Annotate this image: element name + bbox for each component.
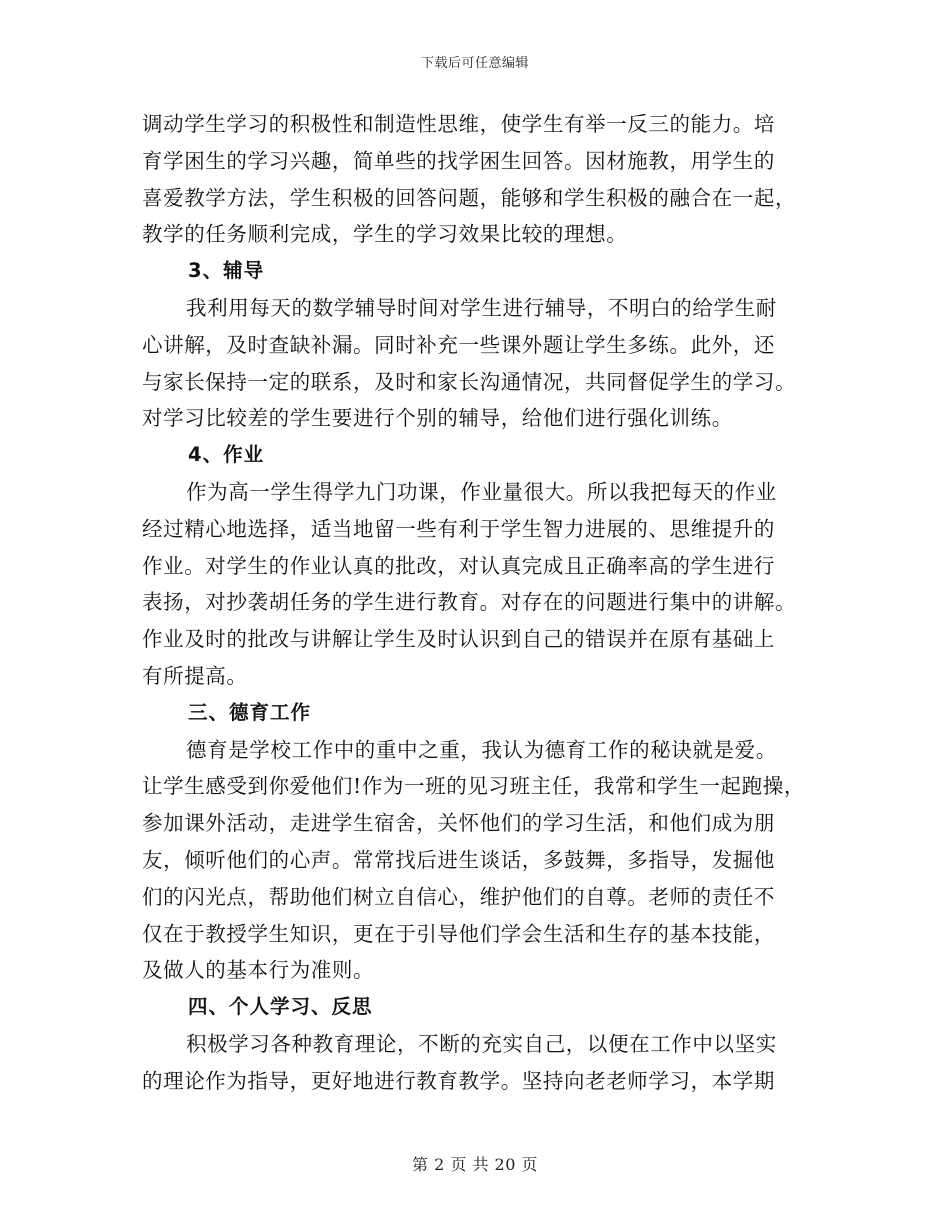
- paragraph-line: 们的闪光点，帮助他们树立自信心，维护他们的自尊。老师的责任不: [142, 884, 775, 909]
- paragraph-line: 我利用每天的数学辅导时间对学生进行辅导，不明白的给学生耐: [186, 295, 777, 320]
- paragraph-line: 心讲解，及时查缺补漏。同时补充一些课外题让学生多练。此外，还: [142, 332, 775, 357]
- paragraph-line: 有所提高。: [142, 663, 248, 688]
- paragraph-line: 表扬，对抄袭胡任务的学生进行教育。对存在的问题进行集中的讲解。: [142, 590, 797, 615]
- paragraph-line: 友，倾听他们的心声。常常找后进生谈话，多鼓舞，多指导，发掘他: [142, 847, 775, 872]
- paragraph-line: 让学生感受到你爱他们!作为一班的见习班主任，我常和学生一起跑操，: [142, 774, 805, 799]
- page-header-note: 下载后可任意编辑: [420, 56, 529, 71]
- paragraph-line: 育学困生的学习兴趣，简单些的找学困生回答。因材施教，用学生的: [142, 148, 775, 173]
- section-heading-tutoring: 3、辅导: [188, 259, 265, 283]
- paragraph-line: 作业。对学生的作业认真的批改，对认真完成且正确率高的学生进行: [142, 553, 775, 578]
- page-number: 第 2 页 共 20 页: [412, 1155, 538, 1174]
- paragraph-line: 与家长保持一定的联系，及时和家长沟通情况，共同督促学生的学习。: [142, 369, 797, 394]
- paragraph-line: 喜爱教学方法，学生积极的回答问题，能够和学生积极的融合在一起，: [142, 185, 797, 210]
- section-heading-homework: 4、作业: [188, 443, 265, 467]
- paragraph-line: 调动学生学习的积极性和制造性思维，使学生有举一反三的能力。培: [142, 112, 775, 136]
- paragraph-line: 的理论作为指导，更好地进行教育教学。坚持向老老师学习，本学期: [142, 1068, 775, 1093]
- paragraph-line: 仅在于教授学生知识，更在于引导他们学会生活和生存的基本技能，: [142, 921, 775, 946]
- paragraph-line: 作为高一学生得学九门功课，作业量很大。所以我把每天的作业: [186, 479, 777, 504]
- document-body: [142, 106, 822, 1100]
- paragraph-line: 对学习比较差的学生要进行个别的辅导，给他们进行强化训练。: [142, 406, 733, 431]
- paragraph-line: 作业及时的批改与讲解让学生及时认识到自己的错误并在原有基础上: [142, 627, 775, 652]
- paragraph-line: 教学的任务顺利完成，学生的学习效果比较的理想。: [142, 222, 628, 247]
- paragraph-line: 及做人的基本行为准则。: [142, 958, 375, 983]
- paragraph-line: 德育是学校工作中的重中之重，我认为德育工作的秘诀就是爱。: [186, 737, 777, 762]
- paragraph-line: 积极学习各种教育理论，不断的充实自己，以便在工作中以坚实: [186, 1031, 777, 1056]
- section-heading-moral-education: 三、德育工作: [188, 700, 312, 724]
- section-heading-personal-study: 四、个人学习、反思: [188, 995, 373, 1019]
- paragraph-line: 参加课外活动，走进学生宿舍，关怀他们的学习生活，和他们成为朋: [142, 811, 775, 836]
- paragraph-line: 经过精心地选择，适当地留一些有利于学生智力进展的、思维提升的: [142, 516, 775, 541]
